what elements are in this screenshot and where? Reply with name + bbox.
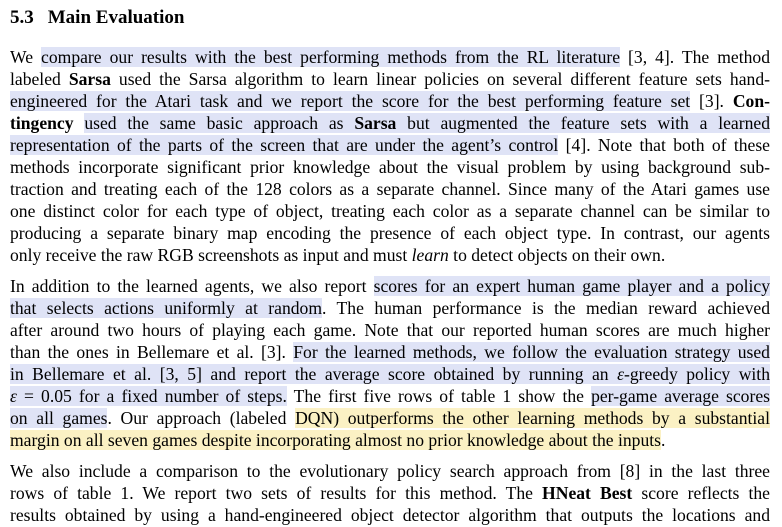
section-number: 5.3 <box>10 7 34 28</box>
text-line: producing a separate binary map encoding the presence of each object type. In contrast, our agents <box>10 223 770 243</box>
section-title: Main Evaluation <box>47 7 185 28</box>
section-heading <box>10 6 184 30</box>
text-line: that selects actions uniformly at random. The human performance is the median reward achieved <box>10 298 770 318</box>
text-line: tingency used the same basic approach as Sarsa but augmented the feature sets with a learned <box>10 113 770 133</box>
text-line: in Bellemare et al. [3, 5] and report the average score obtained by running an ε-greedy policy with <box>10 364 770 384</box>
text-line: ε = 0.05 for a fixed number of steps. The first five rows of table 1 show the per-game average scores <box>10 386 770 406</box>
text-line: methods incorporate significant prior knowledge about the visual problem by using background sub- <box>10 157 770 177</box>
text-line: on all games. Our approach (labeled DQN) outperforms the other learning methods by a substantial <box>10 408 770 428</box>
text-line: rows of table 1. We report two sets of results for this method. The HNeat Best score reflects the <box>10 483 770 503</box>
text-line: We compare our results with the best performing methods from the RL literature [3, 4]. The method <box>10 47 770 67</box>
text-line: representation of the parts of the screen that are under the agent’s control [4]. Note that both of these <box>10 135 770 155</box>
text-line: labeled Sarsa used the Sarsa algorithm to learn linear policies on several different feature sets hand- <box>10 69 770 89</box>
text-line: traction and treating each of the 128 colors as a separate channel. Since many of the Atari games use <box>10 179 770 199</box>
text-line: margin on all seven games despite incorporating almost no prior knowledge about the inputs. <box>10 430 666 450</box>
text-line: engineered for the Atari task and we report the score for the best performing feature set [3]. Con- <box>10 91 770 111</box>
text-line: one distinct color for each type of object, treating each color as a separate channel can be similar to <box>10 201 770 221</box>
text-line: only receive the raw RGB screenshots as input and must learn to detect objects on their own. <box>10 245 666 265</box>
text-line: than the ones in Bellemare et al. [3]. For the learned methods, we follow the evaluation strategy used <box>10 342 770 362</box>
text-line: results obtained by using a hand-engineered object detector algorithm that outputs the locations and <box>10 505 770 525</box>
text-line: In addition to the learned agents, we also report scores for an expert human game player and a policy <box>10 276 770 296</box>
text-line: We also include a comparison to the evolutionary policy search approach from [8] in the last three <box>10 461 770 481</box>
text-line: after around two hours of playing each game. Note that our reported human scores are much higher <box>10 320 770 340</box>
